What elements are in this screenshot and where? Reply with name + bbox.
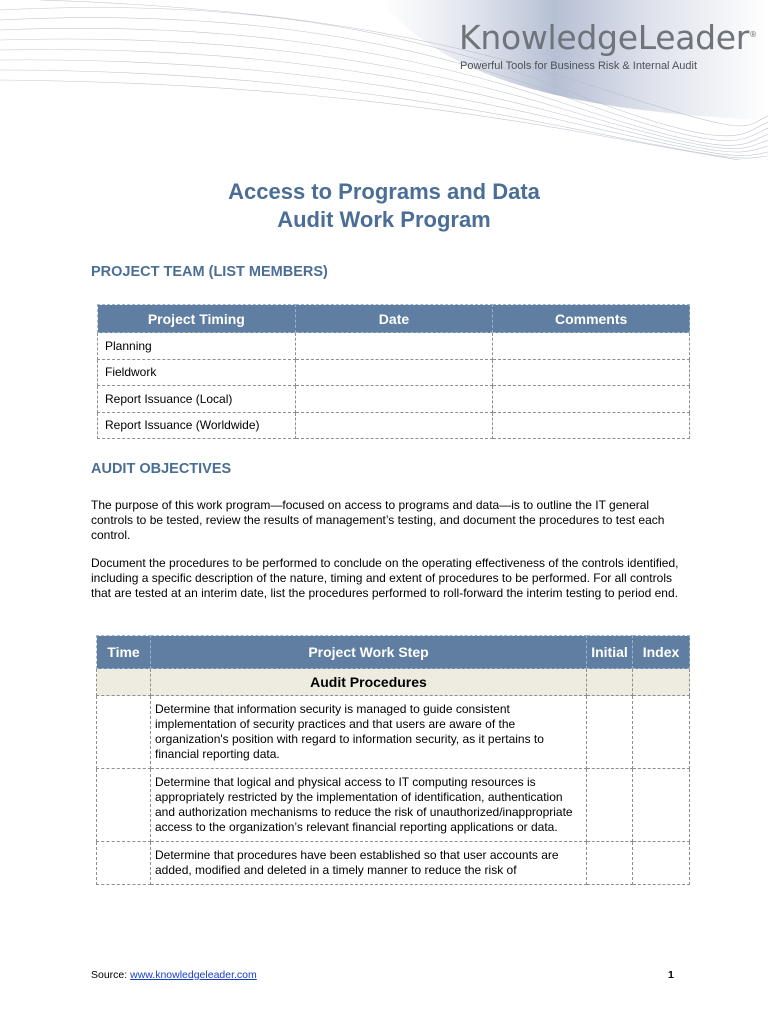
table-row (97, 842, 690, 885)
work-step-text: Determine that information security is managed to guide consistent implementation of security practices and that users are aware of the organization's position with regard to information security, as it pertains to financial reporting data. (151, 696, 587, 769)
column-header-comments: Comments (493, 305, 690, 333)
timing-cell: Report Issuance (Worldwide) (98, 412, 296, 439)
audit-procedures-subheading: Audit Procedures (151, 669, 587, 696)
registered-mark: ® (749, 30, 757, 39)
timing-cell: Fieldwork (98, 359, 296, 386)
source-link[interactable]: www.knowledgeleader.com (130, 969, 257, 981)
timing-cell: Report Issuance (Local) (98, 386, 296, 413)
column-header-initial: Initial (587, 636, 633, 669)
table-row (98, 386, 690, 413)
table-row (97, 696, 690, 769)
table-header-row (98, 305, 690, 333)
time-cell[interactable] (97, 842, 151, 885)
comments-cell[interactable] (493, 412, 690, 439)
initial-cell[interactable] (587, 696, 633, 769)
page-number: 1 (668, 969, 674, 981)
column-header-index: Index (633, 636, 690, 669)
time-cell[interactable] (97, 696, 151, 769)
comments-cell[interactable] (493, 386, 690, 413)
audit-procedures-subheading-row (97, 669, 690, 696)
time-cell[interactable] (97, 769, 151, 842)
work-step-text: Determine that logical and physical access to IT computing resources is appropriately restricted by the implementation of identification, authentication and authorization mechanisms to reduce the risk of unauthorized/inappropriate access to the organization’s relevant financial reporting applications or data. (151, 769, 587, 842)
header-banner (0, 0, 768, 160)
table-row (97, 769, 690, 842)
work-step-text: Determine that procedures have been established so that user accounts are added, modified and deleted in a timely manner to reduce the risk of (151, 842, 587, 885)
table-row (98, 412, 690, 439)
brand-name-text: KnowledgeLeader (459, 18, 750, 57)
comments-cell[interactable] (493, 359, 690, 386)
objectives-paragraph-purpose: The purpose of this work program—focused on access to programs and data—is to outline the IT general controls to be tested, review the results of management’s testing, and document the procedures to test each control. (91, 498, 665, 542)
index-cell[interactable] (633, 842, 690, 885)
index-cell[interactable] (633, 769, 690, 842)
work-program-table (96, 635, 690, 885)
project-team-heading: PROJECT TEAM (LIST MEMBERS) (91, 264, 328, 280)
timing-cell: Planning (98, 333, 296, 360)
table-row (98, 359, 690, 386)
date-cell[interactable] (295, 333, 493, 360)
document-title-line-2: Audit Work Program (277, 207, 491, 232)
source-label: Source: (91, 969, 131, 981)
initial-cell[interactable] (587, 842, 633, 885)
date-cell[interactable] (295, 359, 493, 386)
audit-objectives-heading: AUDIT OBJECTIVES (91, 461, 232, 477)
column-header-time: Time (97, 636, 151, 669)
document-title-line-1: Access to Programs and Data (228, 179, 540, 204)
index-cell (633, 669, 690, 696)
table-row (98, 333, 690, 360)
date-cell[interactable] (295, 386, 493, 413)
date-cell[interactable] (295, 412, 493, 439)
knowledgeleader-logo (459, 18, 757, 57)
table-header-row (97, 636, 690, 669)
initial-cell (587, 669, 633, 696)
column-header-date: Date (295, 305, 493, 333)
time-cell (97, 669, 151, 696)
objectives-paragraph-procedures: Document the procedures to be performed to conclude on the operating effectiveness of the controls identified, including a specific description of the nature, timing and extent of procedures to be performed. For all controls that are tested at an interim date, list the procedures performed to roll-forward the interim testing to period end. (91, 556, 679, 600)
index-cell[interactable] (633, 696, 690, 769)
initial-cell[interactable] (587, 769, 633, 842)
footer-source (91, 969, 257, 981)
comments-cell[interactable] (493, 333, 690, 360)
brand-tagline: Powerful Tools for Business Risk & Internal Audit (460, 60, 698, 72)
project-timing-table (97, 304, 690, 439)
column-header-project-timing: Project Timing (98, 305, 296, 333)
column-header-project-work-step: Project Work Step (151, 636, 587, 669)
